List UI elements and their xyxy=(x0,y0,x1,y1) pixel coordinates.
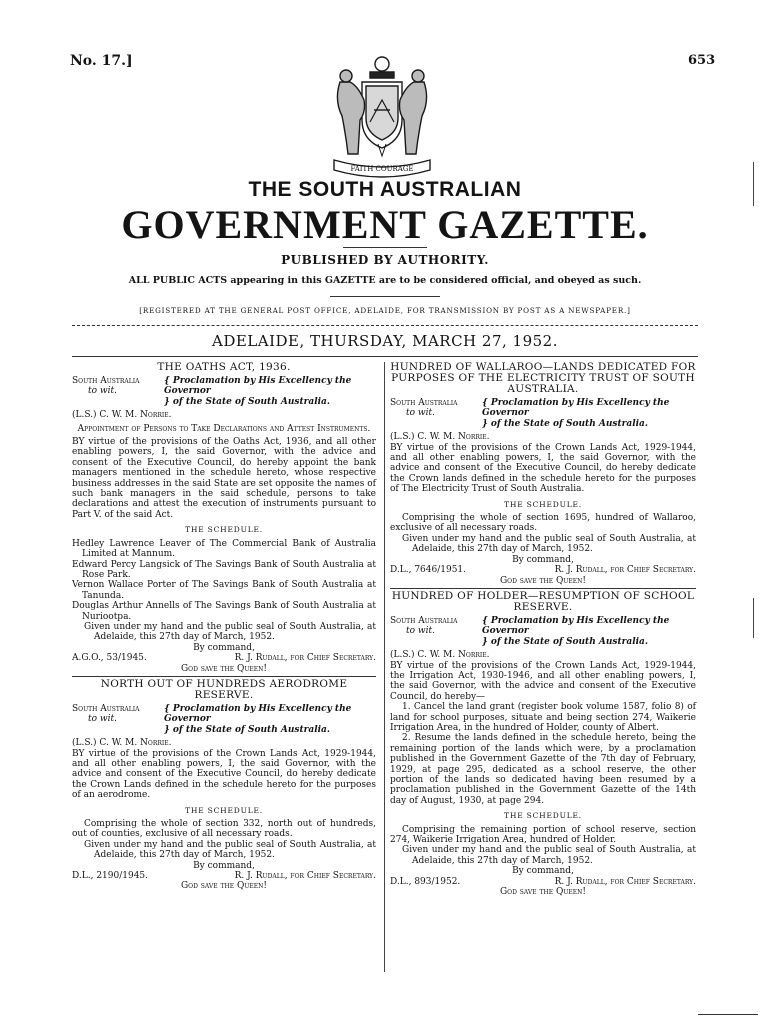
issue-number: No. 17.] xyxy=(70,53,133,69)
reference-number: D.L., 2190/1945. xyxy=(72,871,149,882)
publication-date: ADELAIDE, THURSDAY, MARCH 27, 1952. xyxy=(212,332,558,350)
schedule-entry: Douglas Arthur Annells of The Savings Bank of South Australia at Nuriootpa. xyxy=(72,601,376,622)
holder-item-1: 1. Cancel the land grant (register book volume 1587, folio 8) of land for school purposes, situate and being section 274, Waikerie Irrigation Area, in the hundred of Holder, county of Albert. xyxy=(390,702,696,733)
signatory: R. J. Rudall, for Chief Secretary. xyxy=(234,871,376,882)
given-under-hand: Given under my hand and the public seal of South Australia, at Adelaide, this 27th day of March, 1952. xyxy=(84,839,376,861)
by-command: By command, xyxy=(512,866,574,877)
by-command: By command, xyxy=(512,554,574,565)
schedule-entry: Comprising the remaining portion of school reserve, section 274, Waikerie Irrigation Area, hundred of Holder. xyxy=(390,824,696,846)
reference-number: A.G.O., 53/1945. xyxy=(72,653,147,664)
by-command: By command, xyxy=(193,642,255,653)
schedule-title: THE SCHEDULE. xyxy=(504,811,582,821)
holder-proclamation: HUNDRED OF HOLDER—RESUMPTION OF SCHOOL RESERVE. South Australia to wit. { Proclamation by His Excellency the Governor } of the State of South Australia. (L.S.) C. W. M. Norrie. BY virtue of the provisions of the Crown Lands Act, 1929-1944, the Irrigation Act, 1930-1946, and all other enabling powers, I, the said Governor, with the advice and consent of the Executive Council, do hereby— 1. Cancel the land grant (register book volume 1587, folio 8) of land for school purposes, situate and being section 274, Waikerie Irrigation Area, in the hundred of Holder, county of Albert. 2. Resume the lands defined in the schedule hereto, being the remaining portion of the lands which were, by a proclamation published in the Government Gazette of the 7th day of February, 1929, at page 295, dedicated as a school reserve, the other portion of the lands so dedicated having been resumed by a proclamation published in the Government Gazette of the 14th day of August, 1930, at page 294. THE SCHEDULE. Comprising the remaining portion of school reserve, section 274, Waikerie Irrigation Area, hundred of Holder. Given under my hand and the public seal of South Australia, at Adelaide, this 27th day of March, 1952. By command, D.L., 893/1952. R. J. Rudall, for Chief Secretary. God save the Queen! xyxy=(390,589,696,898)
registration-notice: [REGISTERED AT THE GENERAL POST OFFICE, ADELAIDE, FOR TRANSMISSION BY POST AS A NEWSPAPER.] xyxy=(139,306,631,315)
given-under-hand: Given under my hand and the public seal of South Australia, at Adelaide, this 27th day of March, 1952. xyxy=(402,533,696,555)
given-under-hand: Given under my hand and the public seal of South Australia, at Adelaide, this 27th day of March, 1952. xyxy=(402,845,696,866)
signatory: R. J. Rudall, for Chief Secretary. xyxy=(234,653,376,664)
page-number: 653 xyxy=(688,53,716,68)
schedule-title: THE SCHEDULE. xyxy=(504,499,582,509)
god-save-the-queen: God save the Queen! xyxy=(499,575,587,586)
holder-item-2: 2. Resume the lands defined in the schedule hereto, being the remaining portion of the lands which were, by a proclamation published in the Government Gazette of the 7th day of February, 1929, at page 295, dedicated as a school reserve, the other portion of the lands so dedicated having been resumed by a proclamation published in the Government Gazette of the 14th day of August, 1930, at page 294. xyxy=(390,733,696,806)
schedule-entry: Edward Percy Langsick of The Savings Bank of South Australia at Rose Park. xyxy=(72,559,376,580)
published-by-authority: PUBLISHED BY AUTHORITY. xyxy=(281,253,489,267)
aerodrome-body: BY virtue of the provisions of the Crown Lands Act, 1929-1944, and all other enabling powers, I, the said Governor, with the advice and consent of the Executive Council, do hereby dedicate the Crown Lands defined in the schedule hereto for the purposes of an aerodrome. xyxy=(72,748,376,801)
crest-motto: FAITH COURAGE xyxy=(350,165,414,173)
gazette-title-line1: THE SOUTH AUSTRALIAN xyxy=(248,178,522,201)
governor-seal: (L.S.) C. W. M. Norrie. xyxy=(72,410,172,421)
oaths-title: THE OATHS ACT, 1936. xyxy=(157,361,291,373)
gazette-title-line2: GOVERNMENT GAZETTE. xyxy=(121,202,649,247)
wallaroo-title: HUNDRED OF WALLAROO—LANDS DEDICATED FOR PURPOSES OF THE ELECTRICITY TRUST OF SOUTH AUSTRALIA. xyxy=(390,361,696,395)
reference-number: D.L., 7646/1951. xyxy=(390,565,467,576)
governor-seal: (L.S.) C. W. M. Norrie. xyxy=(390,432,490,443)
aerodrome-reserve-proclamation: NORTH OUT OF HUNDREDS AERODROME RESERVE. South Australia to wit. { Proclamation by His Excellency the Governor } of the State of South Australia. (L.S.) C. W. M. Norrie. BY virtue of the provisions of the Crown Lands Act, 1929-1944, and all other enabling powers, I, the said Governor, with the advice and consent of the Executive Council, do hereby dedicate the Crown Lands defined in the schedule hereto for the purposes of an aerodrome. THE SCHEDULE. Comprising the whole of section 332, north out of hundreds, out of counties, exclusive of all necessary roads. Given under my hand and the public seal of South Australia, at Adelaide, this 27th day of March, 1952. By command, D.L., 2190/1945. R. J. Rudall, for Chief Secretary. God save the Queen! xyxy=(72,677,376,892)
given-under-hand: Given under my hand and the public seal of South Australia, at Adelaide, this 27th day of March, 1952. xyxy=(84,621,376,643)
oaths-body: BY virtue of the provisions of the Oaths Act, 1936, and all other enabling powers, I, the said Governor, with the advice and consent of the Executive Council, do hereby appoint the bank managers mentioned in the schedule hereto, whose respective business addresses in the said State are set opposite the names of such bank managers in the said schedule, persons to take declarations and attest the execution of instruments pursuant to Part V. of the said Act. xyxy=(72,437,376,520)
acts-notice: ALL PUBLIC ACTS appearing in this GAZETTE are to be considered official, and obeyed as such. xyxy=(128,275,642,286)
schedule-title: THE SCHEDULE. xyxy=(185,805,263,815)
wallaroo-proclamation: HUNDRED OF WALLAROO—LANDS DEDICATED FOR PURPOSES OF THE ELECTRICITY TRUST OF SOUTH AUSTRALIA. South Australia to wit. { Proclamation by His Excellency the Governor } of the State of South Australia. (L.S.) C. W. M. Norrie. BY virtue of the provisions of the Crown Lands Act, 1929-1944, and all other enabling powers, I, the said Governor, with the advice and consent of the Executive Council, do hereby dedicate the Crown lands defined in the schedule hereto for the purposes of The Electricity Trust of South Australia. THE SCHEDULE. Comprising the whole of section 1695, hundred of Wallaroo, exclusive of all necessary roads. Given under my hand and the public seal of South Australia, at Adelaide, this 27th day of March, 1952. By command, D.L., 7646/1951. R. J. Rudall, for Chief Secretary. God save the Queen! xyxy=(390,361,696,586)
governor-seal: (L.S.) C. W. M. Norrie. xyxy=(390,650,490,661)
right-column xyxy=(390,362,696,897)
reference-number: D.L., 893/1952. xyxy=(390,876,461,887)
holder-body: BY virtue of the provisions of the Crown Lands Act, 1929-1944, the Irrigation Act, 1930-1946, and all other enabling powers, I, the said Governor, with the advice and consent of the Executive Council, do hereby— xyxy=(390,660,696,702)
schedule-entry: Comprising the whole of section 332, north out of hundreds, out of counties, exclusive of all necessary roads. xyxy=(72,819,376,840)
holder-title: HUNDRED OF HOLDER—RESUMPTION OF SCHOOL RESERVE. xyxy=(391,589,695,613)
by-command: By command, xyxy=(193,860,255,871)
governor-seal: (L.S.) C. W. M. Norrie. xyxy=(72,738,172,749)
signatory: R. J. Rudall, for Chief Secretary. xyxy=(554,876,696,887)
appointment-heading: Appointment of Persons to Take Declarations and Attest Instruments. xyxy=(77,423,371,434)
schedule-entry: Hedley Lawrence Leaver of The Commercial Bank of Australia Limited at Mannum. xyxy=(72,538,376,560)
schedule-entry: Comprising the whole of section 1695, hundred of Wallaroo, exclusive of all necessary roads. xyxy=(390,513,696,534)
signatory: R. J. Rudall, for Chief Secretary. xyxy=(554,565,696,576)
aerodrome-title: NORTH OUT OF HUNDREDS AERODROME RESERVE. xyxy=(100,677,348,701)
schedule-entry: Vernon Wallace Porter of The Savings Bank of South Australia at Tanunda. xyxy=(72,580,376,601)
oaths-act-proclamation: THE OATHS ACT, 1936. South Australia to wit. { Proclamation by His Excellency the Governor } of the State of South Australia. (L.S.) C. W. M. Norrie. Appointment of Persons to Take Declarations and Attest Instruments. BY virtue of the provisions of the Oaths Act, 1936, and all other enabling powers, I, the said Governor, with the advice and consent of the Executive Council, do hereby appoint the bank managers mentioned in the schedule hereto, whose respective business addresses in the said State are set opposite the names of such bank managers in the said schedule, persons to take declarations and attest the execution of instruments pursuant to Part V. of the said Act. THE SCHEDULE. Hedley Lawrence Leaver of The Commercial Bank of Australia Limited at Mannum. Edward Percy Langsick of The Savings Bank of South Australia at Rose Park. Vernon Wallace Porter of The Savings Bank of South Australia at Tanunda. Douglas Arthur Annells of The Savings Bank of South Australia at Nuriootpa. Given under my hand and the public seal of South Australia, at Adelaide, this 27th day of March, 1952. By command, A.G.O., 53/1945. R. J. Rudall, for Chief Secretary. God save the Queen! xyxy=(72,361,376,674)
god-save-the-queen: God save the Queen! xyxy=(180,881,268,892)
wallaroo-body: BY virtue of the provisions of the Crown Lands Act, 1929-1944, and all other enabling powers, I, the said Governor, with the advice and consent of the Executive Council, do hereby dedicate the Crown lands defined in the schedule hereto for the purposes of The Electricity Trust of South Australia. xyxy=(390,442,696,495)
coat-of-arms-icon xyxy=(326,52,438,178)
sa-label: South Australia xyxy=(72,376,140,386)
left-column xyxy=(72,362,376,892)
god-save-the-queen: God save the Queen! xyxy=(499,887,587,898)
schedule-title: THE SCHEDULE. xyxy=(185,525,263,535)
god-save-the-queen: God save the Queen! xyxy=(180,663,268,674)
